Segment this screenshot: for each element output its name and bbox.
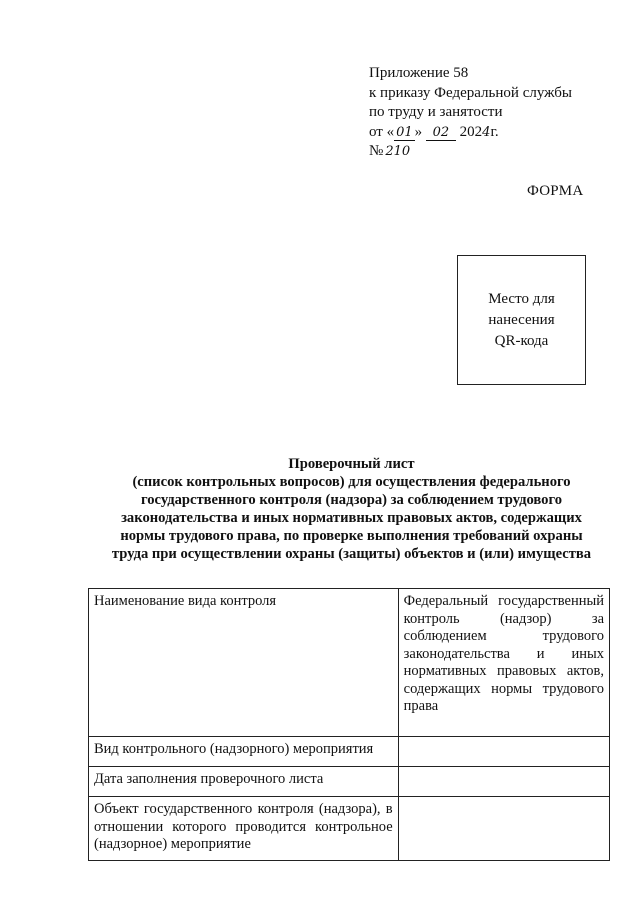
date-suffix: г.: [490, 123, 499, 140]
table-row: [89, 797, 610, 861]
title-subtitle-line: (список контрольных вопросов) для осуществления федерального: [132, 474, 571, 490]
title-subtitle-line: нормы трудового права, по проверке выполнения требований охраны: [120, 528, 583, 544]
table-row: [89, 589, 610, 737]
title-subtitle-line: труда при осуществлении охраны (защиты) объектов и (или) имущества: [111, 546, 592, 562]
table-cell-value: Федеральный государственный контроль (надзор) за соблюдением трудового законодательства и иных нормативных правовых актов, содержащих нормы трудового права: [398, 589, 609, 737]
qr-code-placeholder: [457, 255, 586, 385]
qr-placeholder-line: нанесения: [488, 311, 555, 328]
table-cell-value: [398, 737, 609, 767]
appendix-header: [369, 64, 619, 162]
date-year-prefix: 202: [459, 123, 483, 140]
document-title: [74, 455, 629, 563]
date-prefix: от «: [369, 123, 395, 140]
table-row: [89, 767, 610, 797]
table-cell-label: Объект государственного контроля (надзора), в отношении которого проводится контрольное (надзорное) мероприятие: [89, 797, 399, 861]
table-cell-label: Дата заполнения проверочного листа: [89, 767, 399, 797]
title-subtitle-line: законодательства и иных нормативных правовых актов, содержащих: [121, 510, 582, 526]
table-cell-label: Вид контрольного (надзорного) мероприятия: [89, 737, 399, 767]
appendix-order-line: к приказу Федеральной службы: [369, 84, 573, 101]
qr-placeholder-line: Место для: [488, 290, 555, 307]
date-month-handwritten: 02: [426, 126, 456, 141]
appendix-number: Приложение 58: [369, 65, 469, 81]
number-prefix: №: [369, 143, 384, 159]
appendix-date-line: [369, 123, 619, 143]
date-quote-close: »: [414, 123, 423, 140]
appendix-agency-line: по труду и занятости: [369, 104, 503, 120]
table-cell-value: [398, 767, 609, 797]
date-day-handwritten: 01: [396, 124, 413, 140]
control-info-table: [88, 588, 610, 861]
title-subtitle-line: государственного контроля (надзора) за соблюдением трудового: [140, 492, 563, 508]
order-number-handwritten: 210: [385, 144, 411, 159]
table-row: [89, 737, 610, 767]
title-heading: Проверочный лист: [288, 456, 415, 472]
appendix-number-line: [369, 142, 619, 162]
date-year-digit-handwritten: 4: [482, 124, 491, 140]
table-cell-label: Наименование вида контроля: [89, 589, 399, 737]
qr-placeholder-line: QR-кода: [494, 332, 549, 349]
table-cell-value: [398, 797, 609, 861]
qr-placeholder-text: [488, 289, 554, 352]
form-label: ФОРМА: [527, 183, 584, 199]
